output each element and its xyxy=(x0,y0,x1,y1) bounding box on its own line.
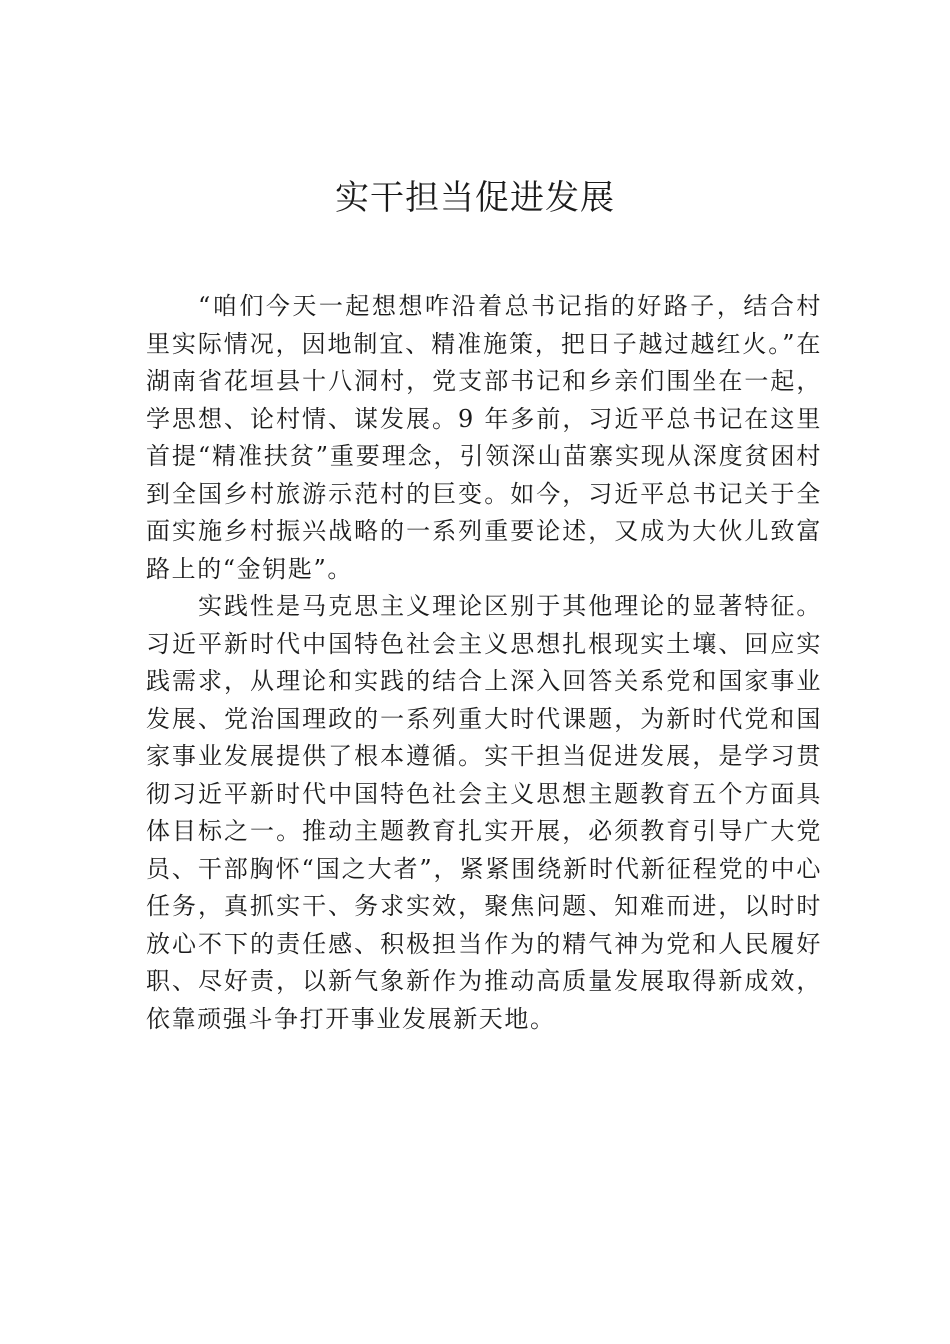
body-paragraph-1: “咱们今天一起想想咋沿着总书记指的好路子，结合村里实际情况，因地制宜、精准施策，把日子越过越红火。”在湖南省花垣县十八洞村，党支部书记和乡亲们围坐在一起， 学思想、论村情、谋发展。9 年多前，习近平总书记在这里首提“精准扶贫”重要理念，引领深山苗寨实现从深度贫困村到全国乡村旅游示范村的巨变。如今，习近平总书记关于全面实施乡村振兴战略的一系列重要论述，又成为大伙儿致富路上的“金钥匙”。 xyxy=(146,292,822,583)
document-body xyxy=(146,288,822,1038)
document-title: 实干担当促进发展 xyxy=(335,178,615,218)
body-paragraph-2: 实践性是马克思主义理论区别于其他理论的显著特征。习近平新时代中国特色社会主义思想扎根现实土壤、回应实践需求，从理论和实践的结合上深入回答关系党和国家事业发展、党治国理政的一系列重大时代课题，为新时代党和国家事业发展提供了根本遵循。实干担当促进发展，是学习贯彻习近平新时代中国特色社会主义思想主题教育五个方面具体目标之一。推动主题教育扎实开展，必须教育引导广大党员、干部胸怀“国之大者”，紧紧围绕新时代新征程党的中心任务，真抓实干、务求实效，聚焦问题、知难而进，以时时放心不下的责任感、积极担当作为的精气神为党和人民履好职、尽好责，以新气象新作为推动高质量发展取得新成效， 依靠顽强斗争打开事业发展新天地。 xyxy=(146,592,822,1033)
